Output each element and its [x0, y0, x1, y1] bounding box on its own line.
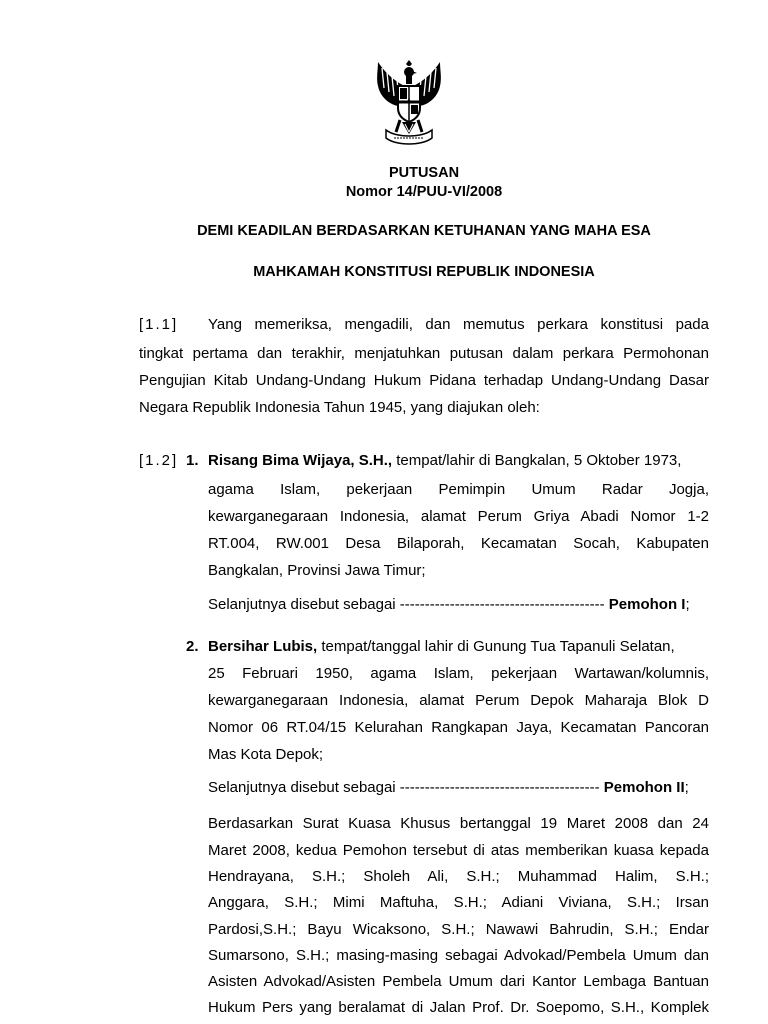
court-heading: MAHKAMAH KONSTITUSI REPUBLIK INDONESIA — [253, 264, 595, 280]
applicant-role: Pemohon II — [603, 779, 685, 796]
paragraph-line: Bangkalan, Provinsi Jawa Timur; — [208, 562, 426, 579]
paragraph-number: [1.2] — [139, 452, 179, 469]
document-number: Nomor 14/PUU-VI/2008 — [345, 184, 503, 200]
paragraph-line: Nomor 06 RT.04/15 Kelurahan Rangkapan Jaya, Kecamatan Pancoran — [208, 719, 709, 736]
applicant-name: Risang Bima Wijaya, S.H., — [208, 452, 393, 469]
paragraph-line: agama Islam, pekerjaan Pemimpin Umum Radar Jogja, — [208, 481, 709, 498]
paragraph-line: RT.004, RW.001 Desa Bilaporah, Kecamatan Socah, Kabupaten — [208, 535, 709, 552]
document-title: PUTUSAN — [388, 165, 460, 181]
paragraph-text: tempat/tanggal lahir di Gunung Tua Tapanuli Selatan, — [321, 638, 675, 655]
list-item-first-line — [208, 638, 675, 655]
paragraph-line: Negara Republik Indonesia Tahun 1945, yang diajukan oleh: — [139, 399, 540, 416]
list-item-number: 2. — [186, 638, 199, 655]
paragraph-line: Anggara, S.H.; Mimi Maftuha, S.H.; Adiani Viviana, S.H.; Irsan — [208, 894, 709, 911]
designation-line — [208, 779, 689, 796]
designation-line — [208, 596, 690, 613]
designation-prefix: Selanjutnya disebut sebagai ----------------------------------------- — [208, 596, 605, 613]
paragraph-line: Pardosi,S.H.; Bayu Wicaksono, S.H.; Nawawi Bahrudin, S.H.; Endar — [208, 921, 709, 938]
list-item-first-line — [208, 452, 681, 469]
paragraph-line: Mas Kota Depok; — [208, 746, 324, 763]
paragraph-number: [1.1] — [139, 316, 179, 333]
applicant-role: Pemohon I — [608, 596, 686, 613]
paragraph-line: kewarganegaraan Indonesia, alamat Perum Griya Abadi Nomor 1-2 — [208, 508, 709, 525]
motto-heading: DEMI KEADILAN BERDASARKAN KETUHANAN YANG MAHA ESA — [197, 223, 651, 239]
designation-prefix: Selanjutnya disebut sebagai ---------------------------------------- — [208, 779, 600, 796]
paragraph-line: Hendrayana, S.H.; Sholeh Ali, S.H.; Muhammad Halim, S.H.; — [208, 868, 709, 885]
paragraph-line: Sumarsono, S.H.; masing-masing sebagai Advokad/Pembela Umum dan — [208, 947, 709, 964]
paragraph-line: Asisten Advokad/Asisten Pembela Umum dari Kantor Lembaga Bantuan — [208, 973, 709, 990]
paragraph-line: 25 Februari 1950, agama Islam, pekerjaan Wartawan/kolumnis, — [208, 665, 709, 682]
paragraph-line: Berdasarkan Surat Kuasa Khusus bertanggal 19 Maret 2008 dan 24 — [208, 815, 709, 832]
paragraph-line: tingkat pertama dan terakhir, menjatuhkan putusan dalam perkara Permohonan — [139, 345, 709, 362]
paragraph-line: Maret 2008, kedua Pemohon tersebut di atas memberikan kuasa kepada — [208, 842, 709, 859]
paragraph-line: Pengujian Kitab Undang-Undang Hukum Pidana terhadap Undang-Undang Dasar — [139, 372, 709, 389]
paragraph-line: Hukum Pers yang beralamat di Jalan Prof. Dr. Soepomo, S.H., Komplek — [208, 999, 709, 1016]
paragraph-line: Yang memeriksa, mengadili, dan memutus perkara konstitusi pada — [208, 316, 709, 333]
applicant-name: Bersihar Lubis, — [208, 638, 318, 655]
list-item-number: 1. — [186, 452, 199, 469]
paragraph-line: kewarganegaraan Indonesia, alamat Perum Depok Maharaja Blok D — [208, 692, 709, 709]
designation-suffix: ; — [684, 779, 689, 796]
paragraph-text: tempat/lahir di Bangkalan, 5 Oktober 1973, — [396, 452, 682, 469]
garuda-emblem-icon — [372, 58, 446, 150]
designation-suffix: ; — [685, 596, 690, 613]
